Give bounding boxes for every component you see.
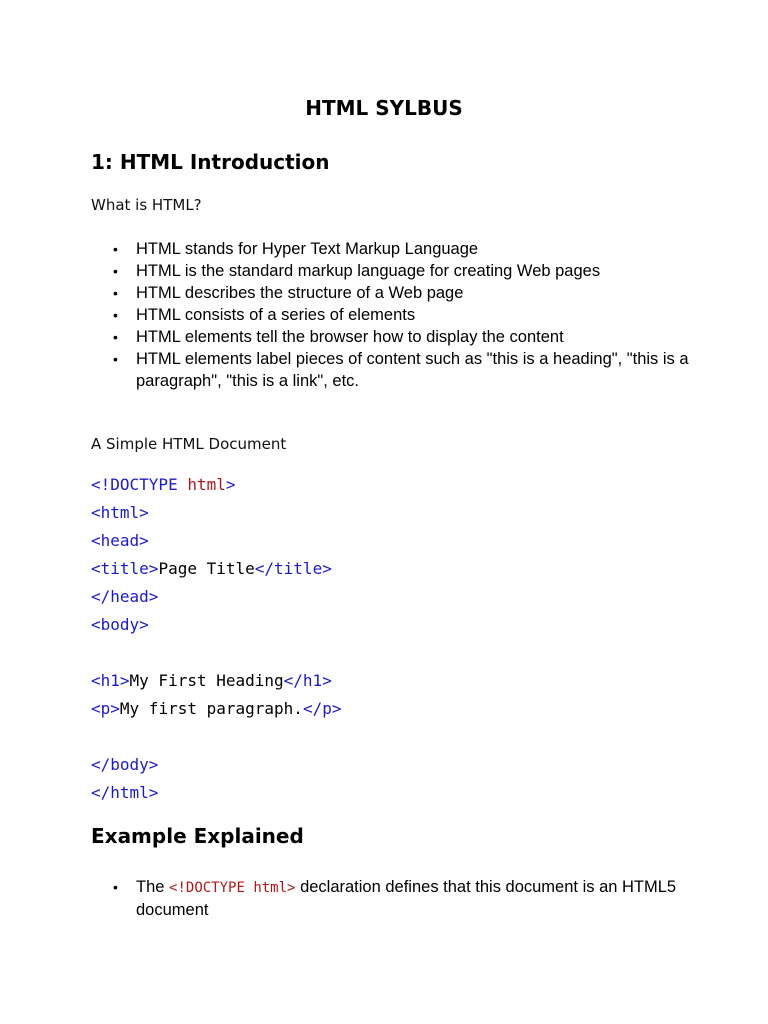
code-line-blank [91,723,341,751]
code-token: </html> [91,783,159,802]
code-token: <body> [91,615,149,634]
list-item [91,876,691,921]
code-token: > [225,475,236,494]
code-text: Page Title [158,559,255,578]
code-line [91,499,341,527]
intro-bullet-list [91,238,691,392]
document-title: HTML SYLBUS [305,96,463,120]
code-line-blank [91,639,341,667]
example-label: A Simple HTML Document [91,435,287,453]
section-heading-introduction: 1: HTML Introduction [91,150,330,174]
code-token: <!DOCTYPE [91,475,178,494]
code-line [91,667,341,695]
code-token: </p> [302,699,342,718]
question-text: What is HTML? [91,196,202,214]
list-item: • HTML consists of a series of elements [91,304,691,326]
code-token: </head> [91,587,159,606]
code-token: <title> [91,559,159,578]
list-item: • HTML elements tell the browser how to display the content [91,326,691,348]
list-item: • HTML is the standard markup language for creating Web pages [91,260,691,282]
explained-bullet-list [91,876,691,921]
code-line [91,471,341,499]
code-token: html [187,475,226,494]
code-token: </body> [91,755,159,774]
list-item: • HTML elements label pieces of content such as "this is a heading", "this is a paragraph", "this is a link", etc. [91,348,691,392]
code-token: </h1> [283,671,332,690]
code-token: <p> [91,699,120,718]
code-line [91,695,341,723]
code-line [91,779,341,807]
code-token: <head> [91,531,149,550]
list-item: • HTML stands for Hyper Text Markup Language [91,238,691,260]
list-item: • HTML describes the structure of a Web page [91,282,691,304]
code-line [91,527,341,555]
bullet-prefix: The [136,878,165,896]
bullet-suffix: declaration defines that this document is an HTML5 document [136,878,677,919]
code-text: My First Heading [129,671,284,690]
code-line [91,583,341,611]
code-text: My first paragraph. [119,699,303,718]
code-token: </title> [254,559,332,578]
code-line [91,611,341,639]
section-heading-example-explained: Example Explained [91,824,304,848]
code-token: <h1> [91,671,130,690]
code-block [91,471,341,807]
code-line [91,555,341,583]
inline-code: <!DOCTYPE html> [169,880,296,896]
code-token: <html> [91,503,149,522]
code-line [91,751,341,779]
